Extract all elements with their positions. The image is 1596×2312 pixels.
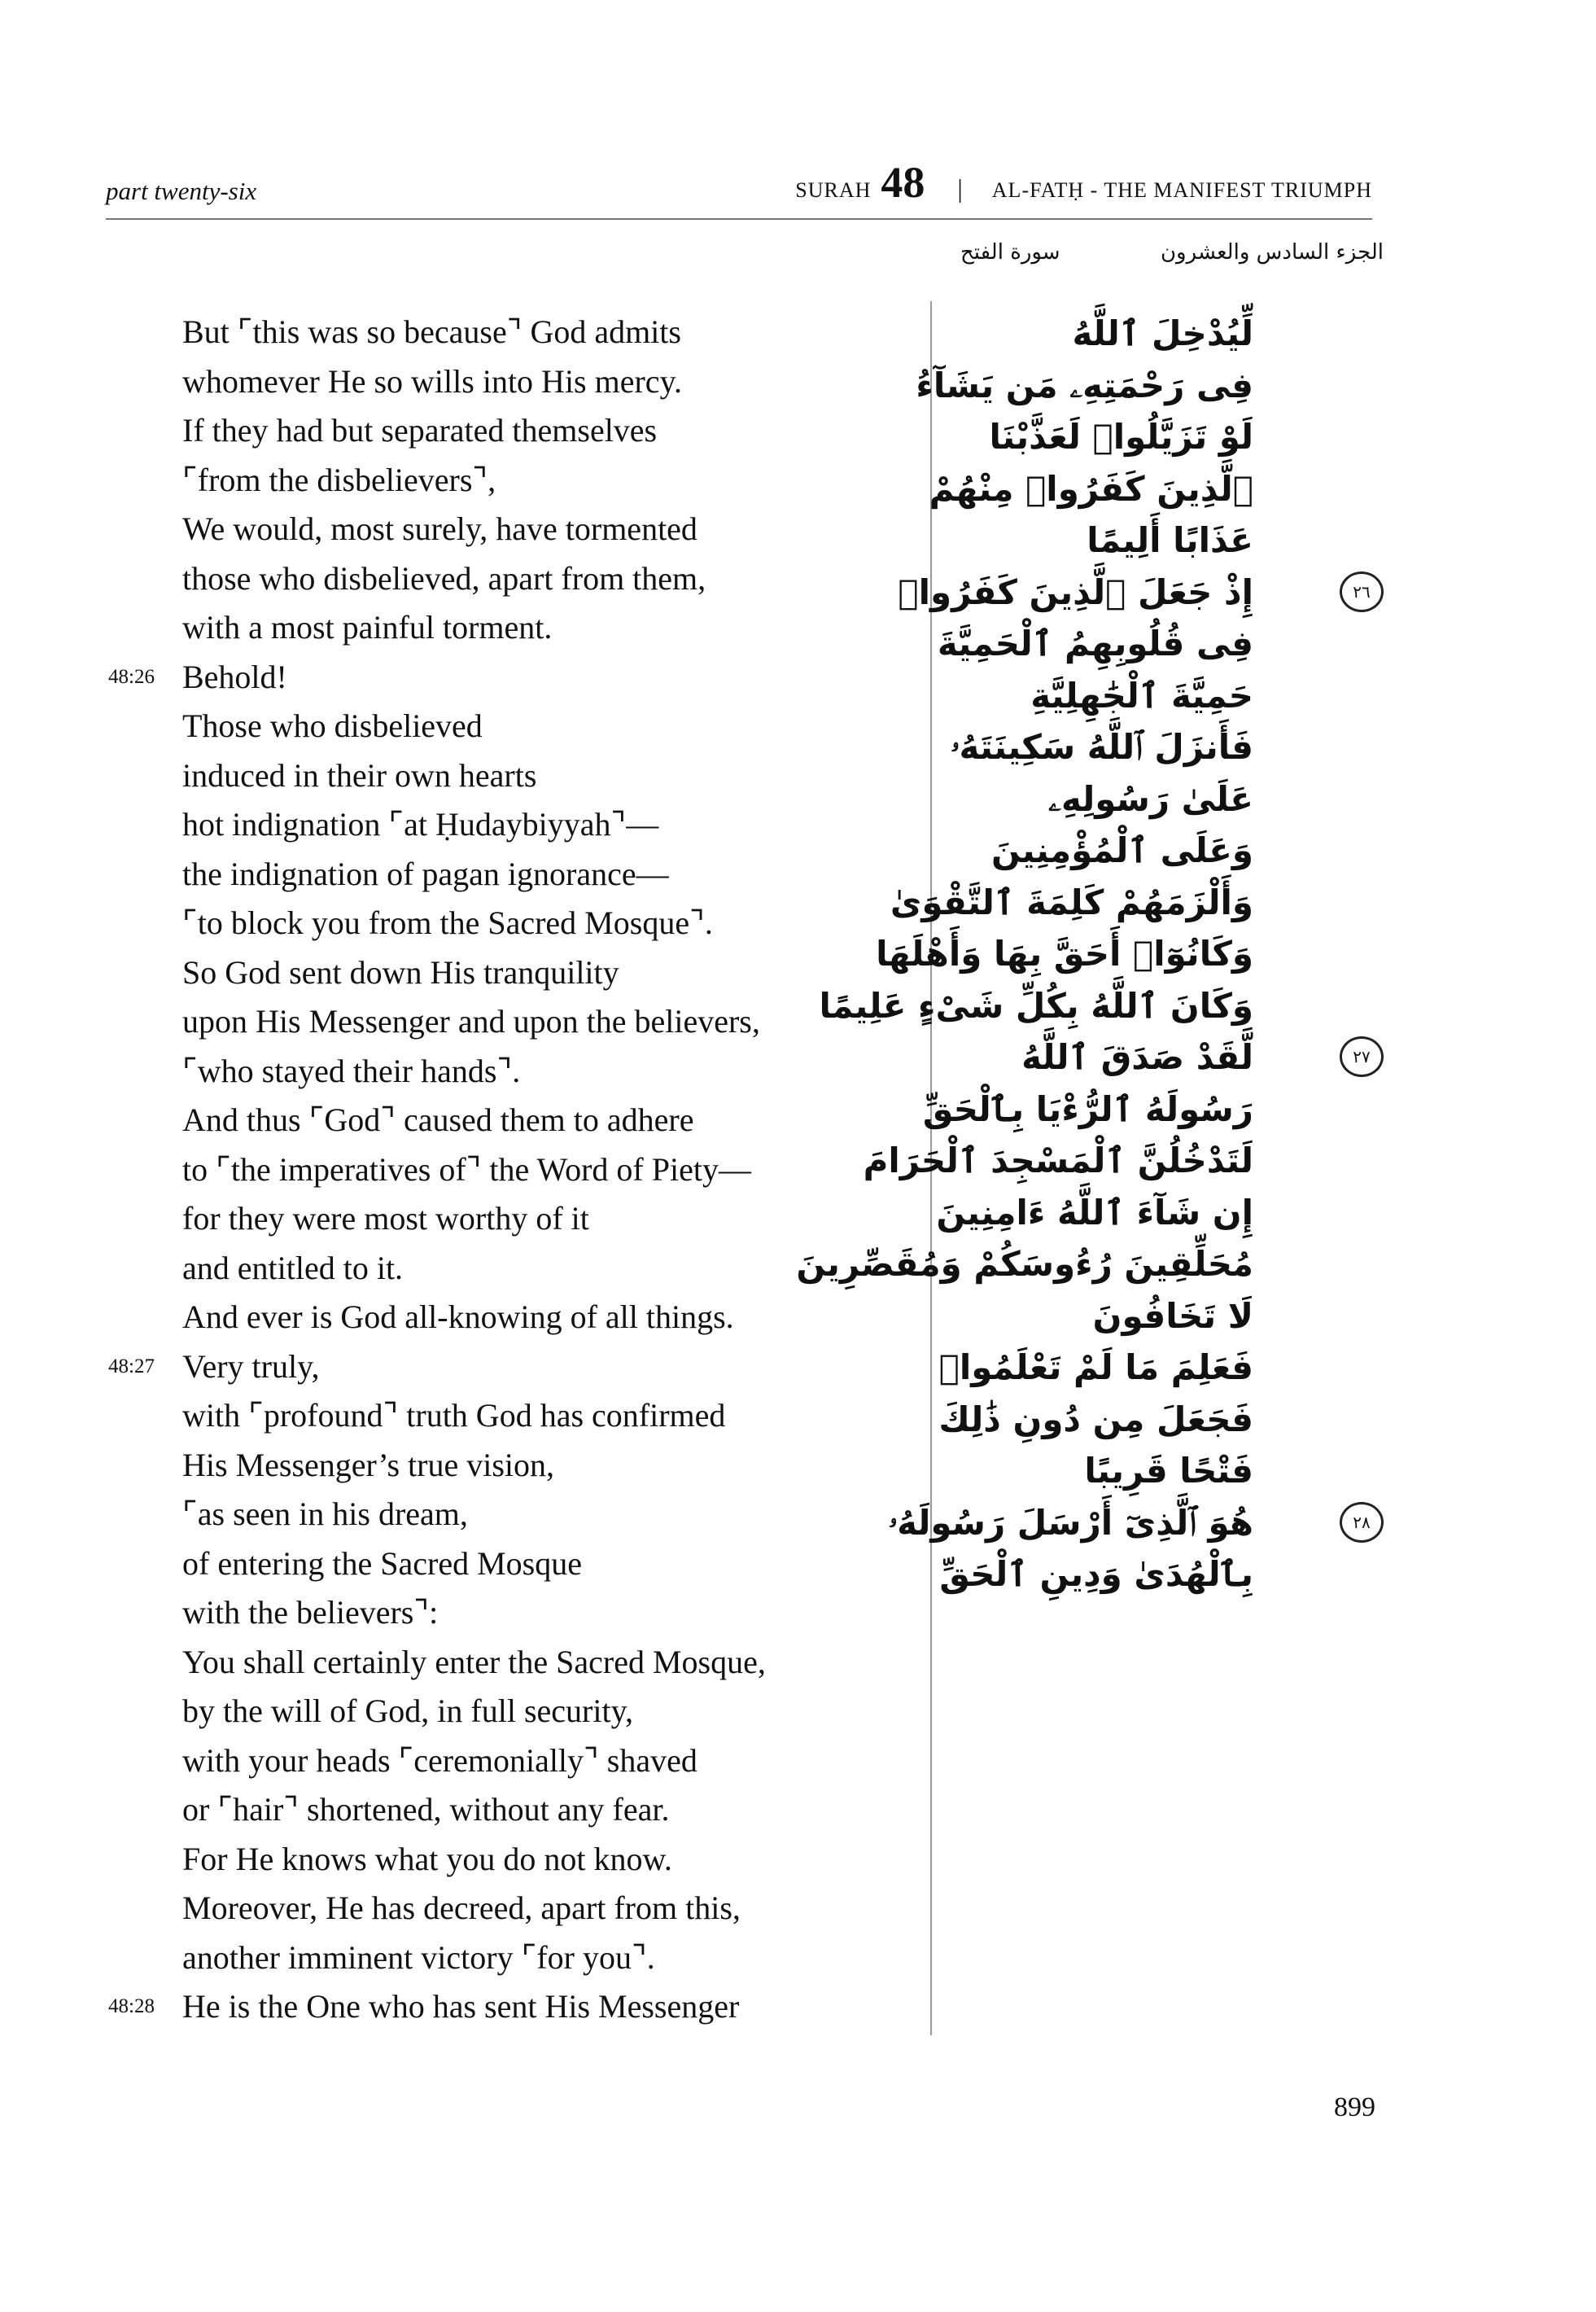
arabic-line: [922, 1084, 1384, 1136]
arabic-line: [944, 515, 1384, 567]
arabic-verse-text: لَوْ تَزَيَّلُوا۟ لَعَذَّبْنَا: [989, 417, 1253, 457]
translation-text: whomever He so wills into His mercy.: [182, 362, 682, 400]
translation-line: [0, 1933, 912, 1983]
translation-text: with the believers⌝:: [182, 1594, 439, 1631]
arabic-verse-text: لَّقَدْ صَدَقَ ٱللَّهُ: [1021, 1037, 1253, 1077]
arabic-line: [944, 825, 1384, 877]
translation-line: [0, 899, 912, 948]
arabic-verse-text: فَأَنزَلَ ٱللَّهُ سَكِينَتَهُۥ: [951, 727, 1253, 767]
translation-text: Moreover, He has decreed, apart from this,: [182, 1889, 741, 1926]
arabic-line: [876, 928, 1384, 980]
arabic-line: [939, 1548, 1384, 1600]
arabic-line: [937, 618, 1384, 670]
arabic-verse-text: فِى قُلُوبِهِمُ ٱلْحَمِيَّةَ: [937, 624, 1253, 663]
translation-line: [0, 1687, 912, 1736]
translation-text: And thus ⌜God⌝ caused them to adhere: [182, 1101, 694, 1138]
translation-line: [0, 406, 912, 456]
translation-text: For He knows what you do not know.: [182, 1840, 672, 1877]
arabic-line: [929, 463, 1384, 515]
arabic-verse-text: حَمِيَّةَ ٱلْجَٰهِلِيَّةِ: [1030, 675, 1253, 716]
arabic-line: [944, 1031, 1384, 1084]
translation-text: induced in their own hearts: [182, 756, 537, 794]
translation-line: [0, 456, 912, 506]
translation-line: [0, 1441, 912, 1491]
verse-end-marker-icon: ٢٨: [1340, 1502, 1384, 1543]
translation-line: [0, 1588, 912, 1638]
translation-line: [0, 1391, 912, 1441]
translation-line: [0, 1785, 912, 1835]
arabic-verse-text: لَتَدْخُلُنَّ ٱلْمَسْجِدَ ٱلْحَرَامَ: [863, 1141, 1253, 1180]
translation-text: His Messenger’s true vision,: [182, 1446, 554, 1483]
translation-line: [0, 1884, 912, 1933]
arabic-verse-text: بِٱلْهُدَىٰ وَدِينِ ٱلْحَقِّ: [939, 1554, 1253, 1594]
translation-text: If they had but separated themselves: [182, 412, 658, 449]
surah-label: SURAH: [795, 178, 872, 202]
arabic-part-label: الجزء السادس والعشرون: [1160, 240, 1384, 265]
arabic-line: [938, 1394, 1384, 1446]
verse-end-marker-icon: ٢٦: [1340, 571, 1384, 612]
translation-line: [0, 1145, 912, 1195]
translation-line: [0, 751, 912, 801]
header-separator: |: [957, 173, 963, 203]
arabic-line: [796, 1238, 1384, 1290]
translation-text: So God sent down His tranquility: [182, 953, 619, 991]
arabic-line: [863, 1135, 1384, 1187]
translation-text: by the will of God, in full security,: [182, 1692, 633, 1729]
translation-line: [0, 997, 912, 1047]
translation-line: [0, 1293, 912, 1342]
arabic-line: [916, 360, 1384, 412]
verse-end-marker-icon: ٢٧: [1340, 1036, 1384, 1077]
arabic-verse-text: وَعَلَى ٱلْمُؤْمِنِينَ: [990, 830, 1253, 870]
page-number: 899: [1334, 2092, 1375, 2122]
header-rule: [106, 218, 1372, 220]
arabic-verse-text: وَكَانُوٓا۟ أَحَقَّ بِهَا وَأَهْلَهَا: [876, 934, 1253, 974]
translation-line: [0, 653, 912, 703]
translation-text: And ever is God all-knowing of all things.: [182, 1298, 734, 1335]
translation-text: He is the One who has sent His Messenger: [182, 1988, 740, 2025]
arabic-line: [944, 1445, 1384, 1497]
translation-line: [0, 800, 912, 850]
surah-name: AL-FATḤ - THE MANIFEST TRIUMPH: [991, 178, 1372, 202]
translation-text: We would, most surely, have tormented: [182, 510, 697, 547]
arabic-line: [888, 1497, 1384, 1549]
arabic-verse-text: لِّيُدْخِلَ ٱللَّهُ: [1072, 313, 1253, 353]
translation-text: Behold!: [182, 658, 287, 695]
translation-line: [0, 1736, 912, 1786]
translation-text: ⌜to block you from the Sacred Mosque⌝.: [182, 904, 713, 941]
arabic-line: [890, 877, 1384, 929]
translation-text: for they were most worthy of it: [182, 1200, 589, 1237]
arabic-verse-text: لَا تَخَافُونَ: [1092, 1295, 1253, 1336]
translation-text: Very truly,: [182, 1347, 320, 1385]
translation-line: [0, 554, 912, 604]
arabic-verse-text: فَتْحًا قَرِيبًا: [1084, 1451, 1253, 1491]
translation-line: [0, 603, 912, 653]
translation-text: ⌜as seen in his dream,: [182, 1495, 468, 1532]
translation-line: [0, 1047, 912, 1097]
arabic-line: [819, 980, 1384, 1032]
translation-line: [0, 1539, 912, 1589]
verse-number: 48:27: [108, 1355, 155, 1377]
arabic-header: [960, 240, 1384, 281]
translation-text: hot indignation ⌜at Ḥudaybiyyah⌝—: [182, 806, 659, 843]
translation-text: with your heads ⌜ceremonially⌝ shaved: [182, 1741, 697, 1779]
running-header: [106, 158, 1372, 216]
arabic-verse-text: فِى رَحْمَتِهِۦ مَن يَشَآءُ: [916, 365, 1253, 405]
translation-text: But ⌜this was so because⌝ God admits: [182, 313, 681, 350]
translation-line: [0, 1194, 912, 1244]
translation-text: or ⌜hair⌝ shortened, without any fear.: [182, 1791, 670, 1828]
translation-line: [0, 1342, 912, 1392]
arabic-verse-text: فَجَعَلَ مِن دُونِ ذَٰلِكَ: [938, 1399, 1253, 1439]
arabic-line: [944, 773, 1384, 825]
arabic-verse-text: رَسُولَهُ ٱلرُّءْيَا بِٱلْحَقِّ: [922, 1088, 1253, 1129]
arabic-verse-text: هُوَ ٱلَّذِىٓ أَرْسَلَ رَسُولَهُۥ: [888, 1502, 1253, 1543]
translation-text: of entering the Sacred Mosque: [182, 1544, 582, 1582]
translation-line: [0, 1638, 912, 1688]
arabic-verse-text: إِن شَآءَ ٱللَّهُ ءَامِنِينَ: [936, 1192, 1253, 1233]
arabic-verse-text: عَذَابًا أَلِيمًا: [1087, 520, 1253, 560]
translation-text: ⌜from the disbelievers⌝,: [182, 461, 496, 498]
translation-text: You shall certainly enter the Sacred Mosque,: [182, 1643, 766, 1680]
translation-text: the indignation of pagan ignorance—: [182, 855, 669, 892]
arabic-line: [944, 308, 1384, 360]
arabic-surah-label: سورة الفتح: [960, 240, 1060, 265]
translation-line: [0, 1244, 912, 1294]
translation-text: to ⌜the imperatives of⌝ the Word of Piety—: [182, 1150, 751, 1188]
arabic-line: [936, 1187, 1384, 1239]
verse-number: 48:28: [108, 1995, 155, 2017]
translation-line: [0, 1096, 912, 1145]
arabic-line: [938, 1342, 1384, 1394]
translation-line: [0, 702, 912, 751]
translation-text: another imminent victory ⌜for you⌝.: [182, 1938, 655, 1976]
arabic-verse-text: مُحَلِّقِينَ رُءُوسَكُمْ وَمُقَصِّرِينَ: [796, 1244, 1253, 1284]
arabic-text-column: [796, 308, 1384, 1600]
arabic-line: [944, 721, 1384, 773]
arabic-verse-text: إِذْ جَعَلَ ٱلَّذِينَ كَفَرُوا۟: [898, 571, 1253, 612]
english-translation-column: [0, 308, 912, 2032]
translation-line: [0, 1835, 912, 1885]
translation-line: [0, 1490, 912, 1539]
arabic-line: [944, 1290, 1384, 1342]
translation-text: upon His Messenger and upon the believers,: [182, 1003, 760, 1040]
arabic-verse-text: عَلَىٰ رَسُولِهِۦ: [1048, 778, 1253, 819]
translation-line: [0, 948, 912, 998]
arabic-line: [898, 567, 1384, 619]
arabic-line: [944, 670, 1384, 722]
translation-line: [0, 505, 912, 554]
arabic-verse-text: وَأَلْزَمَهُمْ كَلِمَةَ ٱلتَّقْوَىٰ: [890, 882, 1253, 922]
surah-number: 48: [881, 158, 925, 207]
arabic-verse-text: وَكَانَ ٱللَّهُ بِكُلِّ شَىْءٍ عَلِيمًا: [819, 985, 1253, 1026]
translation-line: [0, 1982, 912, 2032]
verse-number: 48:26: [108, 665, 155, 688]
arabic-verse-text: فَعَلِمَ مَا لَمْ تَعْلَمُوا۟: [938, 1347, 1253, 1387]
translation-line: [0, 308, 912, 357]
translation-text: ⌜who stayed their hands⌝.: [182, 1052, 521, 1089]
translation-line: [0, 850, 912, 900]
translation-text: Those who disbelieved: [182, 707, 483, 744]
translation-line: [0, 357, 912, 407]
translation-text: those who disbelieved, apart from them,: [182, 559, 706, 597]
arabic-line: [944, 411, 1384, 463]
translation-text: and entitled to it.: [182, 1249, 404, 1286]
surah-title-group: [795, 157, 1372, 208]
translation-text: with ⌜profound⌝ truth God has confirmed: [182, 1397, 726, 1434]
part-label: part twenty-six: [106, 177, 257, 205]
arabic-verse-text: ٱلَّذِينَ كَفَرُوا۟ مِنْهُمْ: [929, 468, 1253, 509]
translation-text: with a most painful torment.: [182, 609, 553, 646]
